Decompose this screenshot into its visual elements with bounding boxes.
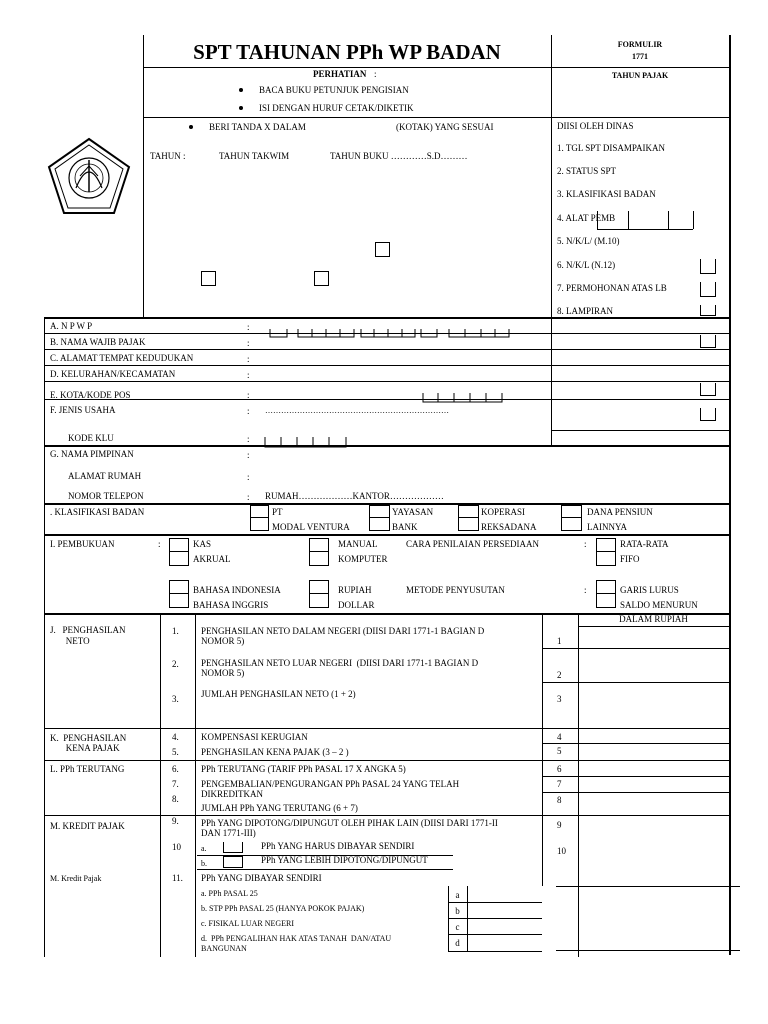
line-number: 3. [172, 694, 179, 704]
right-num: 5 [557, 746, 562, 756]
tahun-buku: TAHUN BUKU …………S.D……… [330, 151, 468, 161]
garis-lurus: GARIS LURUS [620, 585, 679, 595]
yayasan-checkbox[interactable] [369, 505, 390, 531]
tahun-takwim: TAHUN TAKWIM [219, 151, 290, 161]
colon: : [247, 450, 250, 460]
dinas-item: 7. PERMOHONAN ATAS LB [557, 283, 667, 293]
dinas-title: DIISI OLEH DINAS [557, 121, 634, 131]
telepon-value: RUMAH………………KANTOR……………… [265, 491, 444, 501]
dalam-rupiah-header: DALAM RUPIAH [619, 614, 688, 624]
line-desc: JUMLAH PPh YANG TERUTANG (6 + 7) [201, 803, 358, 813]
nomor-telepon-label: NOMOR TELEPON [68, 491, 144, 501]
npwp-label: A. N P W P [50, 321, 93, 331]
bahasa-indonesia: BAHASA INDONESIA [193, 585, 281, 595]
dinas-kota-box[interactable] [700, 408, 716, 421]
line-number: 10 [172, 842, 181, 852]
opt-reksadana: REKSADANA [481, 522, 537, 532]
line-desc: PPh TERUTANG (TARIF PPh PASAL 17 X ANGKA 5) [201, 764, 406, 774]
saldo-menurun: SALDO MENURUN [620, 600, 698, 610]
line-desc: PPh YANG HARUS DIBAYAR SENDIRI [261, 841, 415, 851]
right-num: 8 [557, 795, 562, 805]
komputer: KOMPUTER [338, 554, 388, 564]
opt-bank: BANK [392, 522, 418, 532]
line-desc: b. STP PPh PASAL 25 (HANYA POKOK PAJAK) [201, 904, 365, 913]
line-number: 2. [172, 659, 179, 669]
opt-dana-pensiun: DANA PENSIUN [587, 507, 653, 517]
colon: : [247, 338, 250, 348]
opt-lainnya: LAINNYA [587, 522, 627, 532]
kas: KAS [193, 539, 212, 549]
line-desc: c. FISIKAL LUAR NEGERI [201, 919, 295, 928]
permohonan-lb-box[interactable] [700, 282, 716, 297]
colon: : [247, 370, 250, 380]
kotak-text: (KOTAK) YANG SESUAI [396, 122, 494, 132]
form-title: SPT TAHUNAN PPh WP BADAN [193, 40, 501, 64]
line-number: 6. [172, 764, 179, 774]
rupiah: RUPIAH [338, 585, 372, 595]
bahasa-checkbox[interactable] [169, 580, 189, 608]
ministry-logo [46, 136, 132, 216]
fifo: FIFO [620, 554, 640, 564]
jenis-usaha-dots: …………………………………………………………… [265, 406, 449, 415]
pembukuan-label: I. PEMBUKUAN [50, 539, 115, 549]
dinas-item: 3. KLASIFIKASI BADAN [557, 189, 656, 199]
sub-letter: c [455, 922, 460, 932]
alamat-label: C. ALAMAT TEMPAT KEDUDUKAN [50, 353, 194, 363]
rata-rata: RATA-RATA [620, 539, 669, 549]
line-desc: PENGHASILAN NETO DALAM NEGERI (DIISI DARI 1771-1 BAGIAN D NOMOR 5) [201, 626, 485, 646]
right-num: 10 [557, 846, 566, 856]
lebih-dipotong-checkbox[interactable] [223, 856, 243, 868]
kelurahan-label: D. KELURAHAN/KECAMATAN [50, 369, 176, 379]
right-num: 7 [557, 779, 562, 789]
bullet-icon [189, 125, 193, 129]
perhatian-label: PERHATIAN [313, 69, 367, 79]
line-number: 11. [172, 873, 183, 883]
lampiran-box[interactable] [700, 305, 716, 316]
bullet-icon [239, 106, 243, 110]
opt-yayasan: YAYASAN [392, 507, 434, 517]
tahun-buku-checkbox-2[interactable] [314, 271, 329, 286]
line-desc: PENGEMBALIAN/PENGURANGAN PPh PASAL 24 YANG TELAH DIKREDITKAN [201, 779, 460, 799]
akrual: AKRUAL [193, 554, 231, 564]
line-number: 5. [172, 747, 179, 757]
opt-pt: PT [272, 507, 283, 517]
colon: : [584, 585, 587, 595]
kode-klu-label: KODE KLU [68, 433, 114, 443]
jenis-usaha-label: F. JENIS USAHA [50, 405, 116, 415]
sub-letter: a [455, 890, 460, 900]
koperasi-checkbox[interactable] [458, 505, 479, 531]
bullet-icon [239, 88, 243, 92]
line-desc: PPh YANG DIBAYAR SENDIRI [201, 873, 322, 883]
section-m-kredit: M. Kredit Pajak [50, 874, 102, 883]
nkl-n12-box[interactable] [700, 259, 716, 274]
colon: : [158, 539, 161, 549]
right-num: 1 [557, 636, 562, 646]
formulir-number: 1771 [632, 52, 648, 61]
kas-checkbox[interactable] [169, 538, 189, 566]
beri-tanda: BERI TANDA X DALAM [209, 122, 306, 132]
dinas-item: 2. STATUS SPT [557, 166, 617, 176]
colon: : [247, 406, 250, 416]
sub-b-label: b. [201, 859, 207, 868]
perhatian-colon: : [374, 69, 377, 79]
right-num: 2 [557, 670, 562, 680]
opt-modal-ventura: MODAL VENTURA [272, 522, 350, 532]
instruction-1: BACA BUKU PETUNJUK PENGISIAN [259, 85, 409, 95]
section-l: L. PPh TERUTANG [50, 764, 125, 774]
line-desc: KOMPENSASI KERUGIAN [201, 732, 308, 742]
right-num: 3 [557, 694, 562, 704]
penyusutan-checkbox[interactable] [596, 580, 616, 608]
right-num: 6 [557, 764, 562, 774]
mata-uang-checkbox[interactable] [309, 580, 329, 608]
colon: : [247, 492, 250, 502]
line-desc: PENGHASILAN KENA PAJAK (3 – 2 ) [201, 747, 349, 757]
sub-a-label: a. [201, 844, 207, 853]
dinas-npwp-box[interactable] [700, 335, 716, 348]
nama-pimpinan-label: G. NAMA PIMPINAN [50, 449, 134, 459]
line-number: 7. [172, 779, 179, 789]
line-number: 1. [172, 626, 179, 636]
line-desc: PPh YANG DIPOTONG/DIPUNGUT OLEH PIHAK LAIN (DIISI DARI 1771-II DAN 1771-III) [201, 818, 498, 838]
harus-dibayar-checkbox[interactable] [223, 842, 243, 853]
colon: : [247, 354, 250, 364]
colon: : [247, 472, 250, 482]
dinas-item: 6. N/K/L (N.12) [557, 260, 616, 270]
colon: : [247, 390, 250, 400]
line-desc: a. PPh PASAL 25 [201, 889, 258, 898]
section-k: K. PENGHASILAN KENA PAJAK [50, 733, 127, 753]
line-number: 8. [172, 794, 179, 804]
tahun-pajak-label: TAHUN PAJAK [611, 71, 669, 80]
colon: : [584, 539, 587, 549]
line-desc: PPh YANG LEBIH DIPOTONG/DIPUNGUT [261, 855, 428, 865]
sub-letter: b [455, 906, 460, 916]
line-number: 9. [172, 816, 179, 826]
dinas-item: 8. LAMPIRAN [557, 306, 614, 316]
npwp-input[interactable] [269, 326, 511, 338]
pt-checkbox[interactable] [250, 505, 269, 531]
alamat-rumah-label: ALAMAT RUMAH [68, 471, 142, 481]
kota-label: E. KOTA/KODE POS [50, 390, 131, 400]
manual: MANUAL [338, 539, 378, 549]
nama-wp-label: B. NAMA WAJIB PAJAK [50, 337, 146, 347]
tahun-takwim-checkbox[interactable] [201, 271, 216, 286]
opt-koperasi: KOPERASI [481, 507, 526, 517]
formulir-label: FORMULIR [617, 40, 663, 49]
kode-klu-input[interactable] [264, 436, 348, 449]
section-j: J. PENGHASILAN NETO [50, 625, 126, 646]
dinas-item: 4. ALAT PEMB [557, 213, 616, 223]
dinas-item: 5. N/K/L/ (M.10) [557, 236, 620, 246]
colon: : [247, 434, 250, 444]
line-desc: PENGHASILAN NETO LUAR NEGERI (DIISI DARI 1771-1 BAGIAN D NOMOR 5) [201, 658, 479, 678]
kode-pos-input[interactable] [422, 391, 504, 403]
right-num: 4 [557, 732, 562, 742]
dana-pensiun-checkbox[interactable] [561, 505, 582, 531]
line-number: 4. [172, 732, 179, 742]
rata-rata-checkbox[interactable] [596, 538, 616, 566]
bahasa-inggris: BAHASA INGGRIS [193, 600, 269, 610]
persediaan-label: CARA PENILAIAN PERSEDIAAN [406, 539, 540, 549]
right-num: 9 [557, 820, 562, 830]
tahun-label: TAHUN : [150, 151, 186, 161]
line-desc: d. PPh PENGALIHAN HAK ATAS TANAH DAN/ATAU BANGUNAN [201, 934, 392, 953]
tahun-buku-checkbox[interactable] [375, 242, 390, 257]
instruction-2: ISI DENGAN HURUF CETAK/DIKETIK [259, 103, 414, 113]
dollar: DOLLAR [338, 600, 375, 610]
manual-checkbox[interactable] [309, 538, 329, 566]
penyusutan-label: METODE PENYUSUTAN [406, 585, 505, 595]
dinas-kel-box[interactable] [700, 383, 716, 396]
section-m: M. KREDIT PAJAK [50, 821, 125, 831]
colon: : [247, 322, 250, 332]
sub-letter: d [455, 938, 460, 948]
dinas-item: 1. TGL SPT DISAMPAIKAN [557, 143, 666, 153]
line-desc: JUMLAH PENGHASILAN NETO (1 + 2) [201, 689, 356, 699]
klasifikasi-label: . KLASIFIKASI BADAN [50, 507, 145, 517]
